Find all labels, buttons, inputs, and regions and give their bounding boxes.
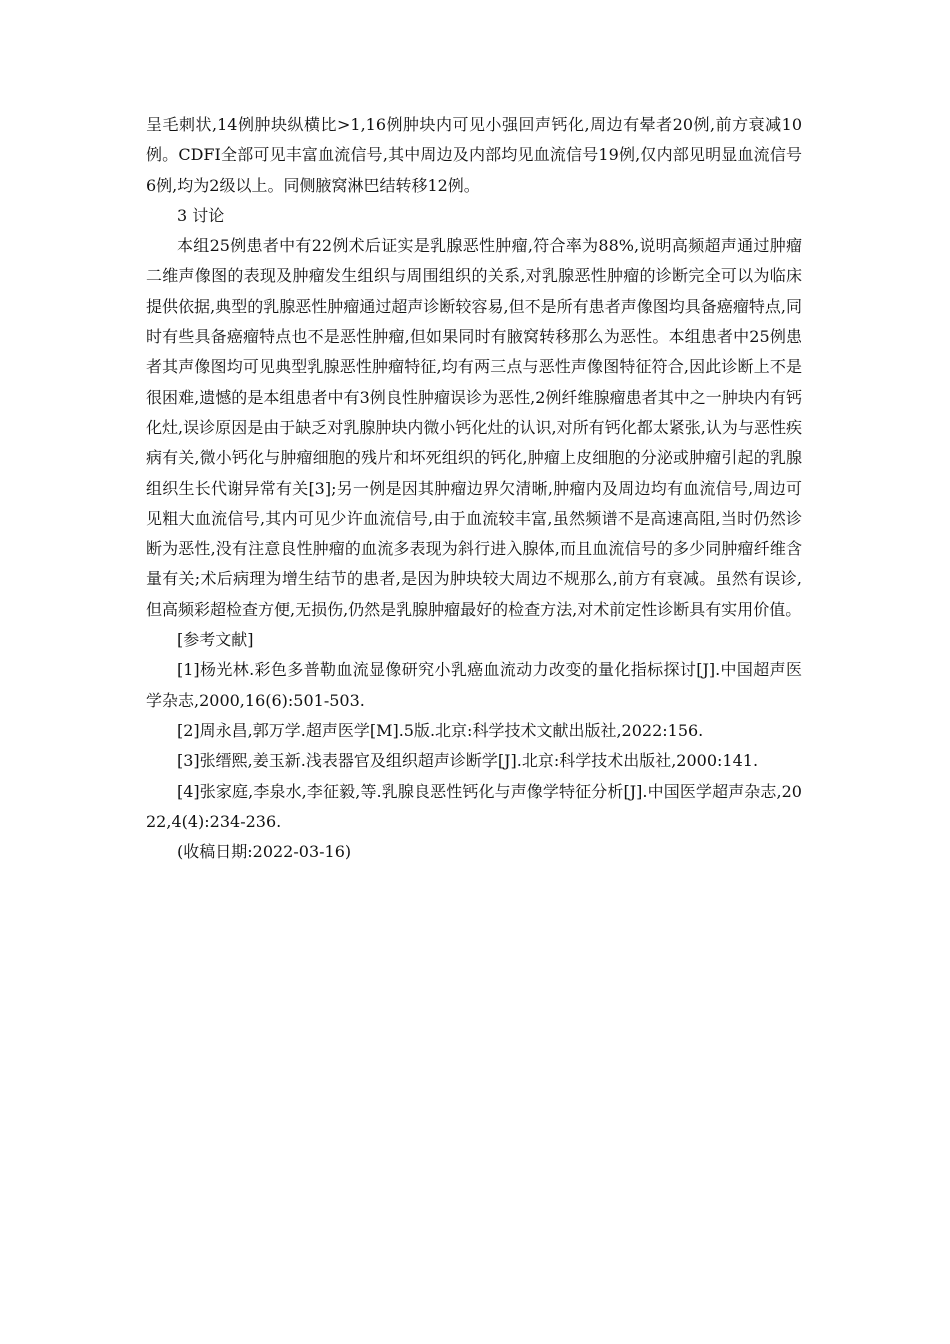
discussion-paragraph: 本组25例患者中有22例术后证实是乳腺恶性肿瘤,符合率为88%,说明高频超声通过肿瘤二维声像图的表现及肿瘤发生组织与周围组织的关系,对乳腺恶性肿瘤的诊断完全可以为临床提供依据,典型的乳腺恶性肿瘤通过超声诊断较容易,但不是所有患者声像图均具备癌瘤特点,同时有些具备癌瘤特点也不是恶性肿瘤,但如果同时有腋窝转移那么为恶性。本组患者中25例患者其声像图均可见典型乳腺恶性肿瘤特征,均有两三点与恶性声像图特征符合,因此诊断上不是很困难,遗憾的是本组患者中有3例良性肿瘤误诊为恶性,2例纤维腺瘤患者其中之一肿块内有钙化灶,误诊原因是由于缺乏对乳腺肿块内微小钙化灶的认识,对所有钙化都太紧张,认为与恶性疾病有关,微小钙化与肿瘤细胞的残片和坏死组织的钙化,肿瘤上皮细胞的分泌或肿瘤引起的乳腺组织生长代谢异常有关[3];另一例是因其肿瘤边界欠清晰,肿瘤内及周边均有血流信号,周边可见粗大血流信号,其内可见少许血流信号,由于血流较丰富,虽然频谱不是高速高阻,当时仍然诊断为恶性,没有注意良性肿瘤的血流多表现为斜行进入腺体,而且血流信号的多少同肿瘤纤维含量有关;术后病理为增生结节的患者,是因为肿块较大周边不规那么,前方有衰减。虽然有误诊,但高频彩超检查方便,无损伤,仍然是乳腺肿瘤最好的检查方法,对术前定性诊断具有实用价值。 (146, 236, 802, 619)
document-page (146, 110, 802, 867)
reference-item-3: [3]张缙熙,姜玉新.浅表器官及组织超声诊断学[J].北京:科学技术出版社,2000:141. (177, 751, 759, 771)
intro-paragraph: 呈毛刺状,14例肿块纵横比>1,16例肿块内可见小强回声钙化,周边有晕者20例,前方衰减10例。CDFI全部可见丰富血流信号,其中周边及内部均见血流信号19例,仅内部见明显血流信号6例,均为2级以上。同侧腋窝淋巴结转移12例。 (146, 115, 802, 195)
reference-item-4: [4]张家庭,李泉水,李征毅,等.乳腺良恶性钙化与声像学特征分析[J].中国医学超声杂志,2022,4(4):234-236. (146, 781, 802, 831)
reference-item-2: [2]周永昌,郭万学.超声医学[M].5版.北京:科学技术文献出版社,2022:156. (177, 720, 704, 740)
received-date: (收稿日期:2022-03-16) (177, 842, 352, 862)
reference-item-1: [1]杨光林.彩色多普勒血流显像研究小乳癌血流动力改变的量化指标探讨[J].中国超声医学杂志,2000,16(6):501-503. (146, 660, 802, 710)
section-heading-discussion: 3 讨论 (177, 205, 225, 225)
references-heading: [参考文献] (177, 630, 254, 650)
